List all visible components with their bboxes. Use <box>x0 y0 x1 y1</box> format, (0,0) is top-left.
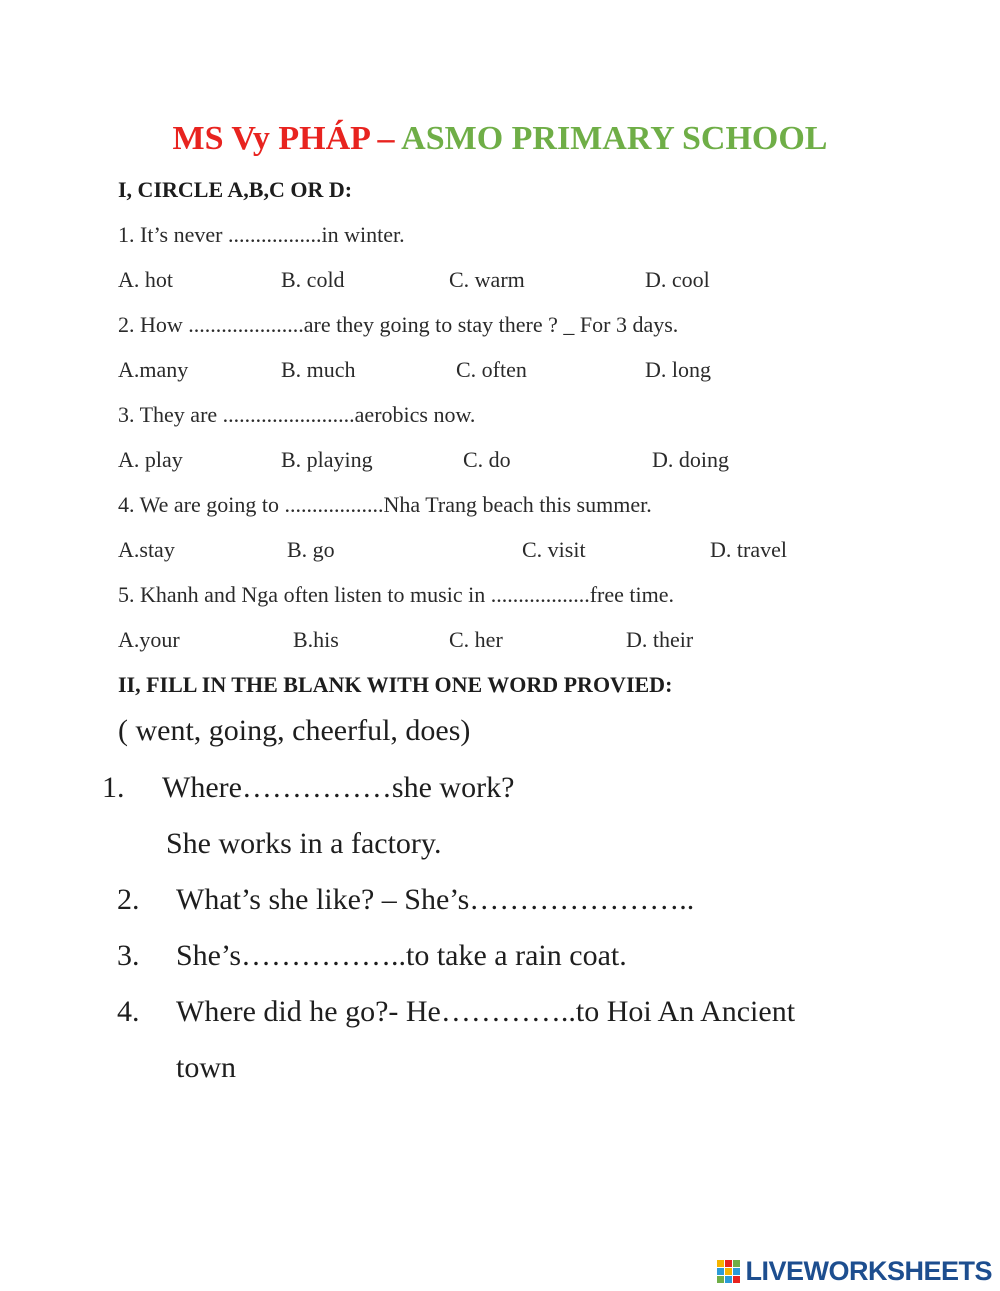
question-5-option-c[interactable]: C. her <box>449 627 503 652</box>
question-5-stem: 5. Khanh and Nga often listen to music in ..................free time. <box>118 582 674 607</box>
question-3-option-c[interactable]: C. do <box>463 447 511 472</box>
fill-item-4-text[interactable]: Where did he go?- He…………..to Hoi An Ancient <box>176 995 796 1028</box>
fill-item-1-answer: She works in a factory. <box>166 827 442 860</box>
liveworksheets-logo[interactable] <box>717 1254 992 1288</box>
question-3-stem: 3. They are ........................aerobics now. <box>118 402 476 427</box>
title-teacher: MS Vy PHÁP – <box>172 120 402 157</box>
fill-item-3-number: 3. <box>117 939 140 972</box>
question-3-option-b[interactable]: B. playing <box>281 447 373 472</box>
section2-heading: II, FILL IN THE BLANK WITH ONE WORD PROVIED: <box>118 672 673 697</box>
word-bank: ( went, going, cheerful, does) <box>118 714 471 747</box>
question-1-option-b[interactable]: B. cold <box>281 267 345 292</box>
question-3-option-a[interactable]: A. play <box>118 447 183 472</box>
fill-item-3-text[interactable]: She’s……………..to take a rain coat. <box>176 939 627 972</box>
question-4-option-d[interactable]: D. travel <box>710 537 787 562</box>
question-5-option-b[interactable]: B.his <box>293 627 339 652</box>
question-4-option-b[interactable]: B. go <box>287 537 335 562</box>
question-2-option-b[interactable]: B. much <box>281 357 356 382</box>
fill-item-1-text[interactable]: Where……………she work? <box>162 771 515 804</box>
fill-item-2-text[interactable]: What’s she like? – She’s………………….. <box>176 883 695 916</box>
liveworksheets-logo-icon <box>717 1258 741 1284</box>
question-5-option-a[interactable]: A.your <box>118 627 180 652</box>
question-2-stem: 2. How .....................are they going to stay there ? _ For 3 days. <box>118 312 679 337</box>
question-5-option-d[interactable]: D. their <box>626 627 694 652</box>
question-1-option-d[interactable]: D. cool <box>645 267 710 292</box>
question-2-option-d[interactable]: D. long <box>645 357 711 382</box>
fill-item-4-continuation: town <box>176 1051 236 1084</box>
question-2-option-c[interactable]: C. often <box>456 357 527 382</box>
section1-heading: I, CIRCLE A,B,C OR D: <box>118 177 353 202</box>
question-3-option-d[interactable]: D. doing <box>652 447 729 472</box>
fill-item-2-number: 2. <box>117 883 140 916</box>
question-1-option-a[interactable]: A. hot <box>118 267 173 292</box>
title-school: ASMO PRIMARY SCHOOL <box>401 120 828 157</box>
page-title <box>0 117 1000 161</box>
question-2-option-a[interactable]: A.many <box>118 357 189 382</box>
question-4-option-a[interactable]: A.stay <box>118 537 175 562</box>
question-4-option-c[interactable]: C. visit <box>522 537 586 562</box>
question-1-option-c[interactable]: C. warm <box>449 267 525 292</box>
liveworksheets-logo-text: LIVEWORKSHEETS <box>745 1256 992 1286</box>
question-1-stem: 1. It’s never .................in winter. <box>118 222 405 247</box>
fill-item-1-number: 1. <box>102 771 125 804</box>
question-4-stem: 4. We are going to ..................Nha Trang beach this summer. <box>118 492 652 517</box>
fill-item-4-number: 4. <box>117 995 140 1028</box>
